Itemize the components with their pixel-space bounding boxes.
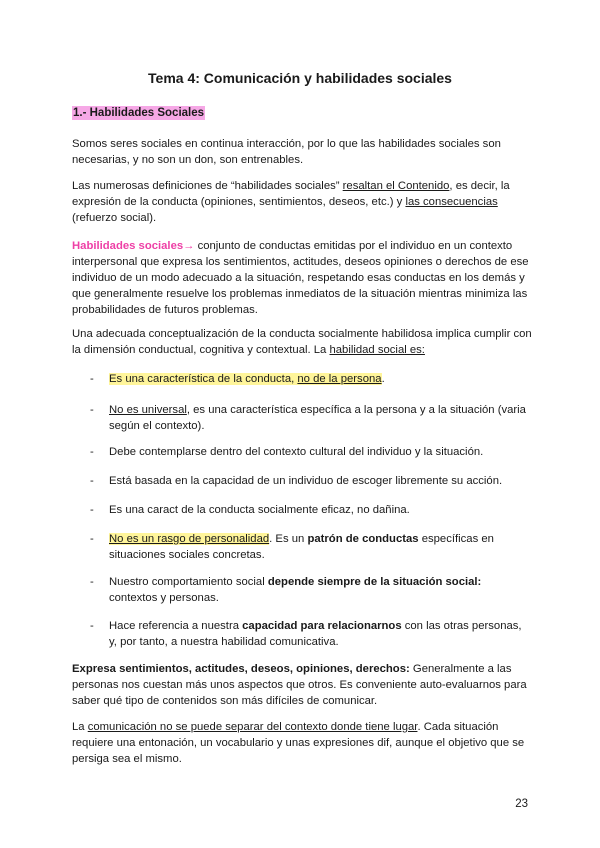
term-highlight: Habilidades sociales xyxy=(72,240,184,252)
page-number: 23 xyxy=(515,798,528,810)
paragraph-expresa: Expresa sentimientos, actitudes, deseos, opiniones, derechos: Generalmente a las personas nos cuestan más unos aspectos que otros. Es conveniente auto-evaluarnos para saber qué tipo de contenidos son más difíciles de comunicar. xyxy=(72,663,527,707)
document-page: Tema 4: Comunicación y habilidades sociales 1.- Habilidades Sociales Somos seres sociales en continua interacción, por lo que las habilidades sociales son necesarias, y no son un don, son entrenables. Las numerosas definiciones de “habilidades sociales” resaltan el Contenido, es decir, la expresión de la conducta (opiniones, sentimientos, deseos, etc.) y las consecuencias (refuerzo social). Habilidades sociales→ conjunto de conductas emitidas por el individuo en un contexto interpersonal que expresa los sentimientos, actitudes, deseos opiniones o derechos de ese individuo de un modo adecuado a la situación, respetando esas conductas en los demás y que generalmente resuelve los problemas inmediatos de la situación mientras minimiza las probabilidades de futuros problemas. Una adecuada conceptualización de la conducta socialmente habilidosa implica cumplir con la dimensión conductual, cognitiva y contextual. La habilidad social es: - Es una característica de la conducta, no de la persona. - No es universal, es una característica específica a la persona y a la situación (varia según el contexto). - Debe contemplarse dentro del contexto cultural del individuo y la situación. - Está basada en la capacidad de un individuo de escoger libremente su acción. - Es una caract de la conducta socialmente eficaz, no dañina. - No es un rasgo de personalidad. Es un patrón de conductas específicas en situaciones sociales concretas. - Nuestro comportamiento social depende siempre de la situación social: contextos y personas. - Hace referencia a nuestra capacidad para relacionarnos con las otras personas, y, por tanto, a nuestra habilidad comunicativa. Expresa sentimientos, actitudes, deseos, opiniones, derechos: Generalmente a las personas nos cuestan más unos aspectos que otros. Es conveniente auto-evaluarnos para saber qué tipo de contenidos son más difíciles de comunicar. La comunicación no se puede separar del contexto donde tiene lugar. Cada situación requiere una entonación, un vocabulario y unas expresiones dif, aunque el objetivo que se persiga sea el mismo. 23 xyxy=(0,0,600,848)
page-title: Tema 4: Comunicación y habilidades sociales xyxy=(148,70,452,86)
paragraph-definitions: Las numerosas definiciones de “habilidades sociales” resaltan el Contenido, es decir, la expresión de la conducta (opiniones, sentimientos, deseos, etc.) y las consecuencias (refuerzo social). xyxy=(72,180,510,224)
section-heading: 1.- Habilidades Sociales xyxy=(73,107,205,119)
underlined-text: habilidad social es: xyxy=(329,344,425,356)
arrow-icon: → xyxy=(183,240,195,252)
underlined-text: las consecuencias xyxy=(405,196,498,208)
paragraph-intro: Somos seres sociales en continua interacción, por lo que las habilidades sociales son necesarias, y no son un don, son entrenables. xyxy=(72,138,501,166)
paragraph-conceptualization: Una adecuada conceptualización de la conducta socialmente habilidosa implica cumplir con la dimensión conductual, cognitiva y contextual. La habilidad social es: xyxy=(72,328,532,356)
paragraph-comunicacion: La comunicación no se puede separar del contexto donde tiene lugar. Cada situación requiere una entonación, un vocabulario y unas expresiones dif, aunque el objetivo que se persiga sea el mismo. xyxy=(72,721,525,765)
paragraph-habilidades-definition: Habilidades sociales→ conjunto de conductas emitidas por el individuo en un contexto interpersonal que expresa los sentimientos, actitudes, deseos opiniones o derechos de ese individuo de un modo adecuado a la situación, respetando esas conductas en los demás y que generalmente resuelve los problemas inmediatos de la situación mientras minimiza las probabilidades de futuros problemas. xyxy=(72,240,529,316)
underlined-text: resaltan el Contenido xyxy=(342,180,450,192)
underlined-text: comunicación no se puede separar del contexto donde tiene lugar xyxy=(87,721,418,733)
